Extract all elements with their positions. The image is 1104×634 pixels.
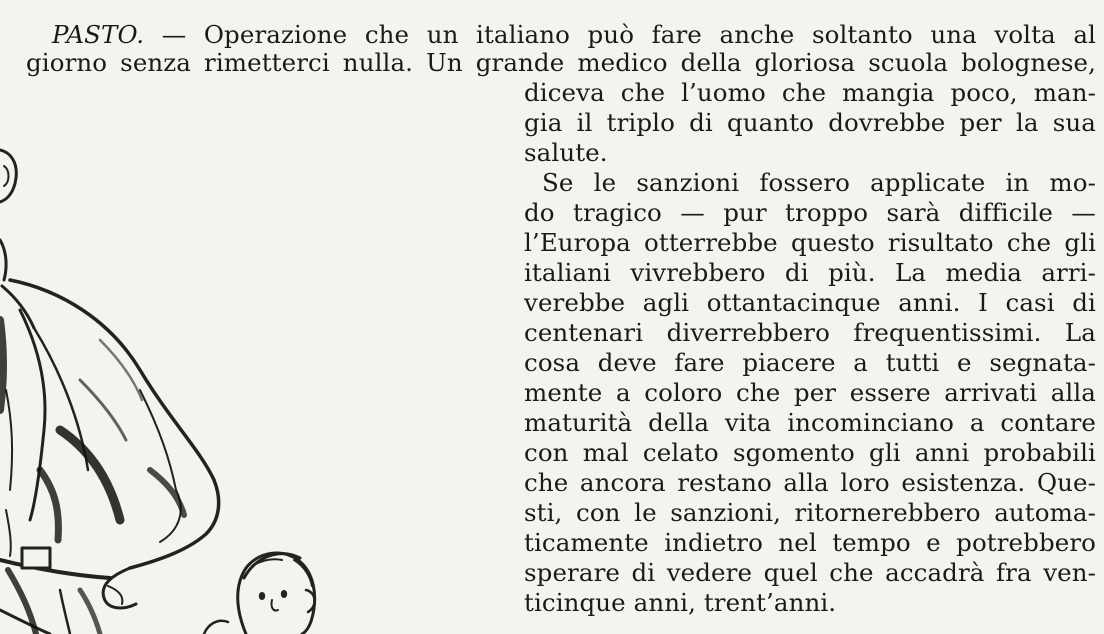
- article-line-16: che ancora restano alla loro esistenza. Que-: [524, 468, 1096, 497]
- article-line-5: salute.: [524, 138, 608, 167]
- article-line-15: con mal celato sgomento gli anni probabili: [524, 438, 1096, 467]
- article-line-4: gia il triplo di quanto dovrebbe per la sua: [524, 108, 1096, 137]
- article-line-17: sti, con le sanzioni, ritornerebbero automa-: [524, 498, 1096, 527]
- article-line-20: ticinque anni, trent’anni.: [524, 588, 837, 617]
- article-line-18: ticamente indietro nel tempo e potrebbero: [524, 528, 1096, 557]
- article-line-6: Se le sanzioni fossero applicate in mo-: [542, 168, 1096, 197]
- article-line-12: cosa deve fare piacere a tutti e segnata-: [524, 348, 1096, 377]
- article-line-10: verebbe agli ottantacinque anni. I casi di: [524, 288, 1096, 317]
- article-line-9: italiani vivrebbero di più. La media arri-: [524, 258, 1096, 287]
- article-line-14: maturità della vita incominciano a contare: [524, 408, 1096, 437]
- article-line-8: l’Europa otterrebbe questo risultato che gli: [524, 228, 1096, 257]
- article-line-19: sperare di vedere quel che accadrà fra ven-: [524, 558, 1096, 587]
- article-line-1: [52, 20, 1096, 50]
- man-and-child-illustration: [0, 90, 340, 634]
- article-line-3: diceva che l’uomo che mangia poco, man-: [524, 78, 1096, 107]
- article-line-11: centenari diverrebbero frequentissimi. La: [524, 318, 1096, 347]
- article-line-13: mente a coloro che per essere arrivati alla: [524, 378, 1096, 407]
- article-line-text: — Operazione che un italiano può fare anche soltanto una volta al: [161, 20, 1096, 49]
- article-line-2: giorno senza rimetterci nulla. Un grande medico della gloriosa scuola bolognese,: [26, 48, 1096, 77]
- article-line-7: do tragico — pur troppo sarà difficile —: [524, 198, 1096, 227]
- entry-term: PASTO.: [52, 20, 145, 49]
